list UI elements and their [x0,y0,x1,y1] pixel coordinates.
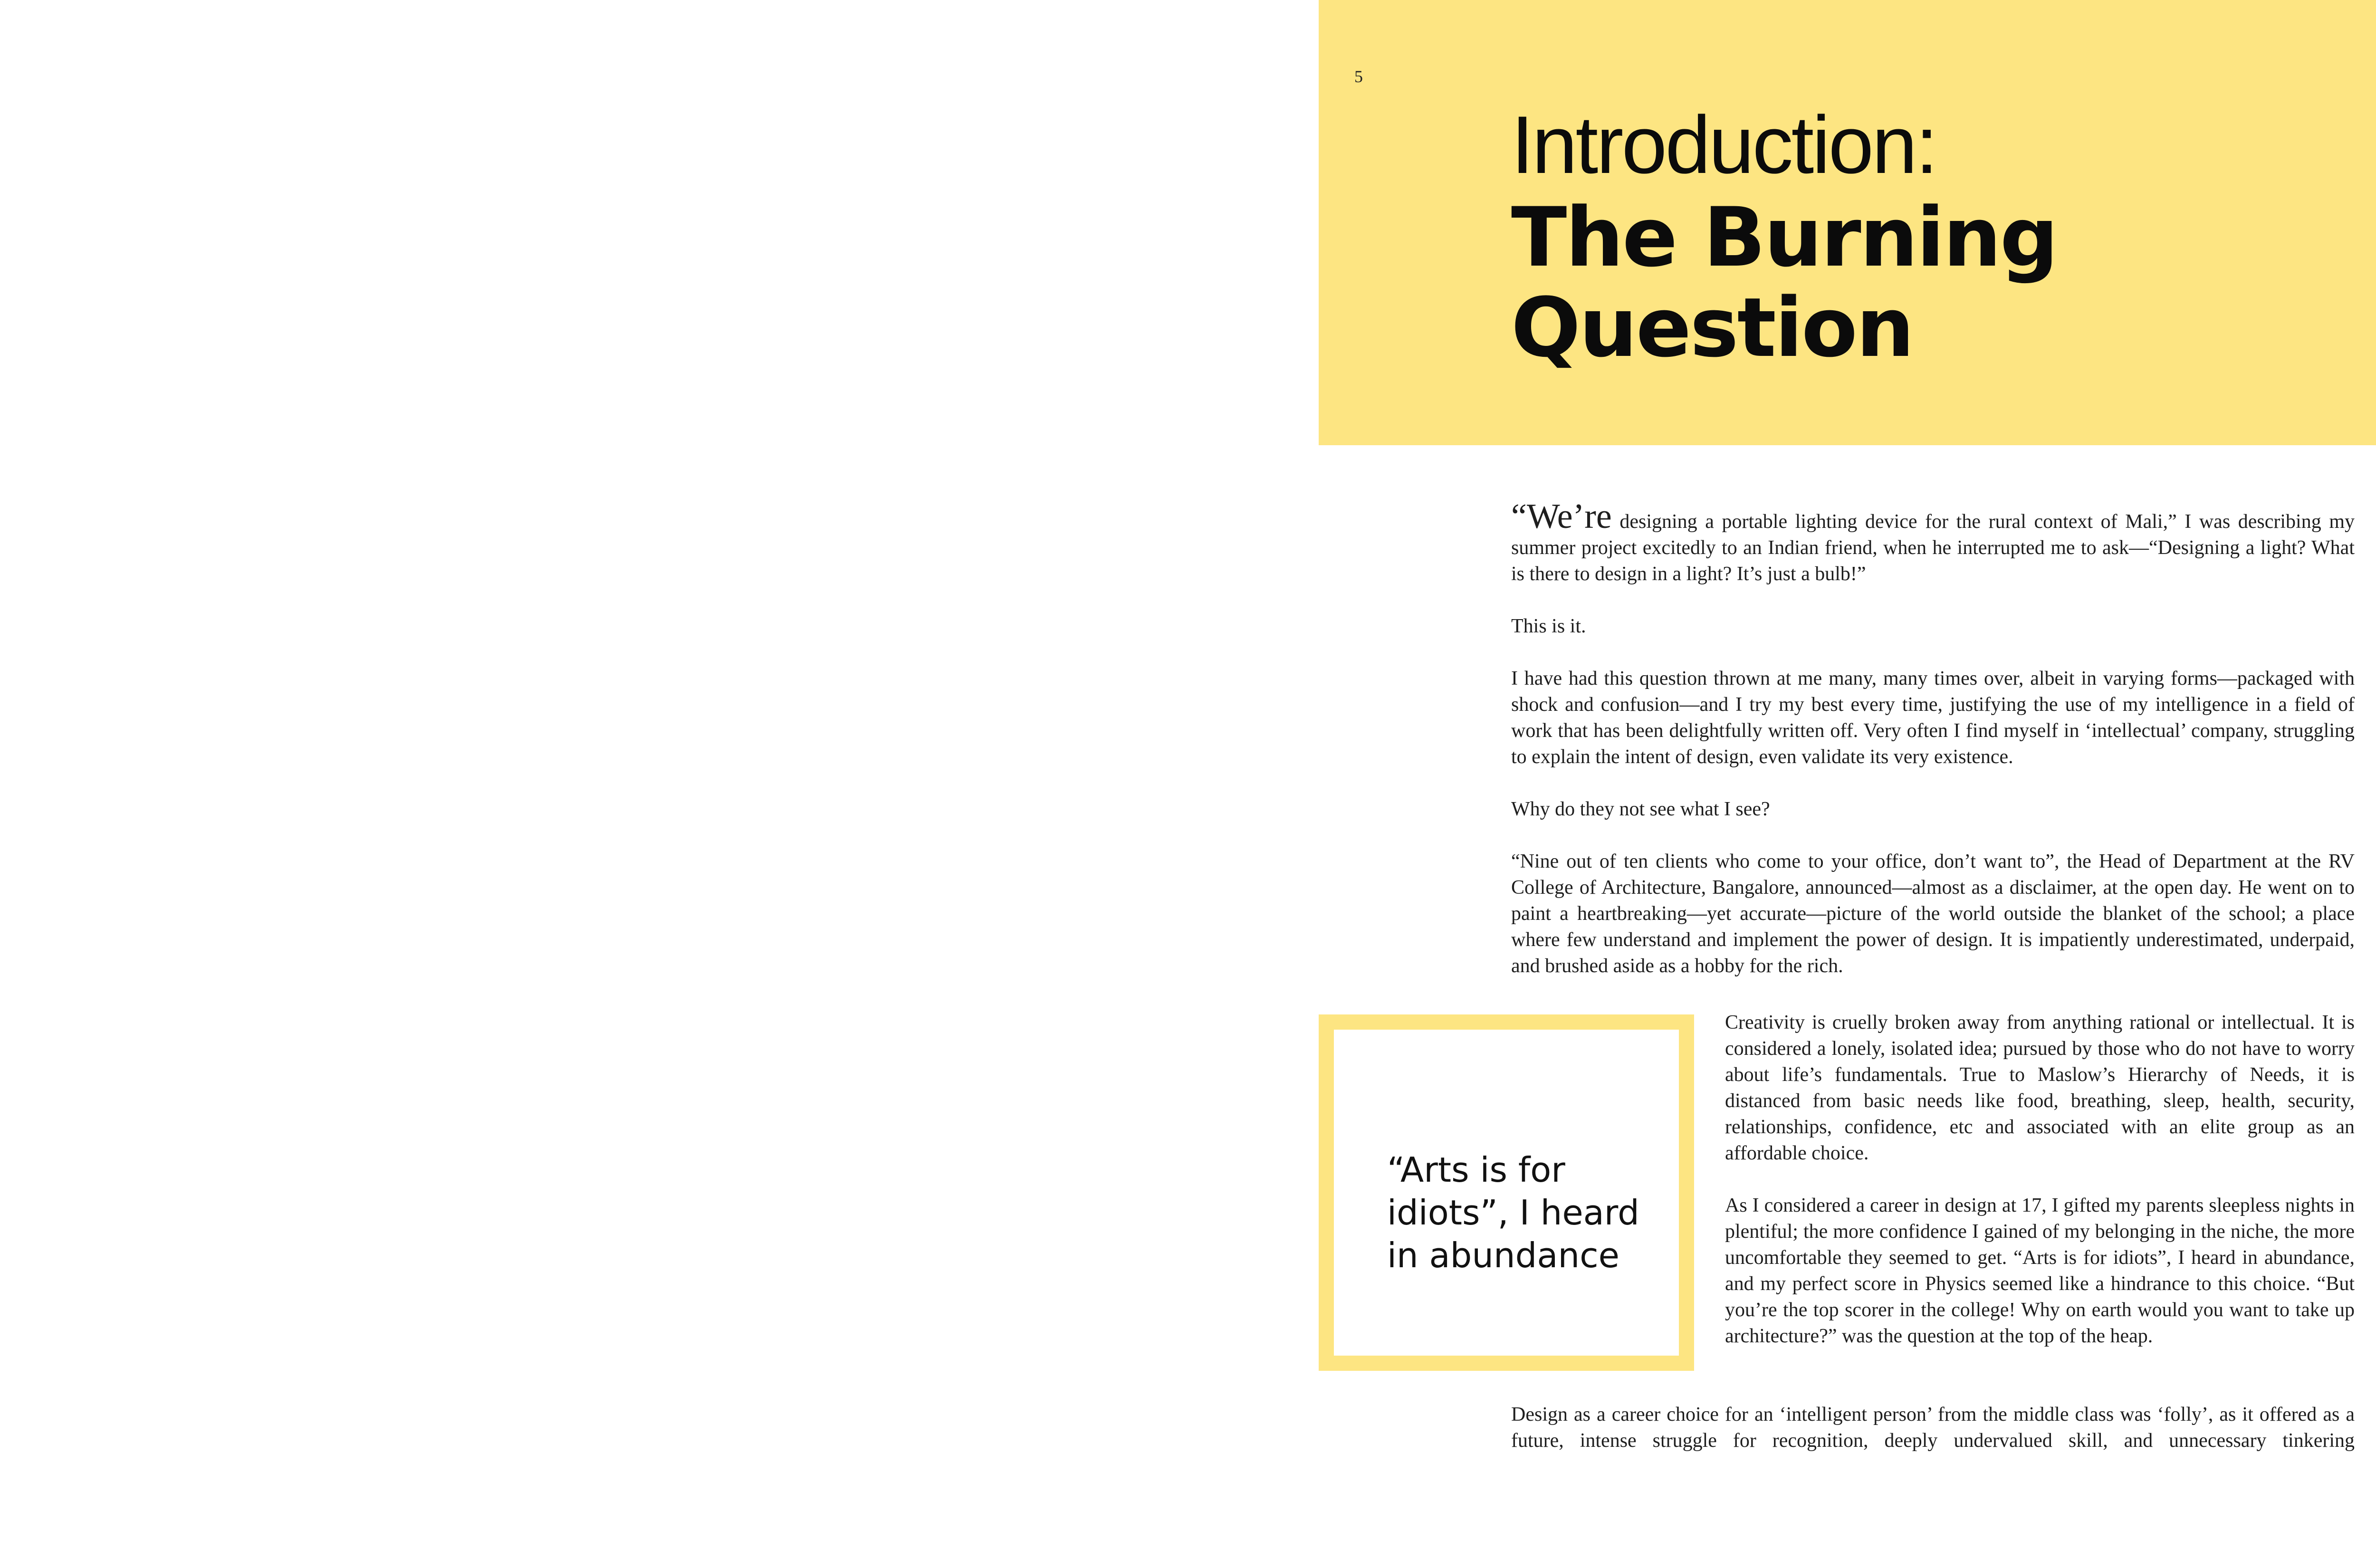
intro-text: designing a portable lighting device for the rural context of Mali,” I was describing my summer project excitedly to an Indian friend, when he interrupted me to ask—“Designing a light? What is there to design in a light? It’s just a bulb!” [1511,511,2355,585]
side-text-column [1725,1010,2355,1376]
paragraph: Creativity is cruelly broken away from anything rational or intellectual. It is considered a lonely, isolated idea; pursued by those who do not have to worry about life’s fundamentals. True to Maslow’s Hierarchy of Needs, it is distanced from basic needs like food, breathing, sleep, health, security, relationships, confidence, etc and associated with an elite group as an affordable choice. [1725,1012,2355,1164]
paragraph: “Nine out of ten clients who come to your office, don’t want to”, the Head of Department at the RV College of Architecture, Bangalore, announced—almost as a disclaimer, at the open day. He went on to paint a heartbreaking—yet accurate—picture of the world outside the blanket of the school; a place where few understand and implement the power of design. It is impatiently underestimated, underpaid, and brushed aside as a hobby for the rich. [1511,851,2355,977]
main-text-column [1511,497,2355,1005]
pullquote-box [1319,1014,1694,1371]
page-number: 5 [1354,67,1363,86]
bottom-text-column [1511,1402,2355,1454]
pullquote-text: “Arts is for idiots”, I heard in abundance [1387,1150,1639,1275]
chapter-title [1511,97,2366,373]
title-line-introduction: Introduction: [1511,99,1936,191]
paragraph: This is it. [1511,615,1586,637]
title-line-burning: The Burning [1511,190,2057,285]
paragraph: Why do they not see what I see? [1511,798,1770,820]
title-line-question: Question [1511,280,1913,375]
paragraph: I have had this question thrown at me many, many times over, albeit in varying forms—packaged with shock and confusion—and I try my best every time, justifying the use of my intelligence in a field of work that has been delightfully written off. Very often I find myself in ‘intellectual’ company, struggling to explain the intent of design, even validate its very existence. [1511,668,2355,768]
dropcap-text: “We’re [1511,497,1612,536]
intro-paragraph [1511,497,2355,587]
paragraph: Design as a career choice for an ‘intelligent person’ from the middle class was ‘folly’, as it offered as a future, intense struggle for recognition, deeply undervalued skill, and unnecessary tinkering [1511,1404,2355,1452]
paragraph: As I considered a career in design at 17, I gifted my parents sleepless nights in plentiful; the more confidence I gained of my belonging in the niche, the more uncomfortable they seemed to get. “Arts is for idiots”, I heard in abundance, and my perfect score in Physics seemed like a hindrance to this choice. “But you’re the top scorer in the college! Why on earth would you want to take up architecture?” was the question at the top of the heap. [1725,1195,2355,1347]
